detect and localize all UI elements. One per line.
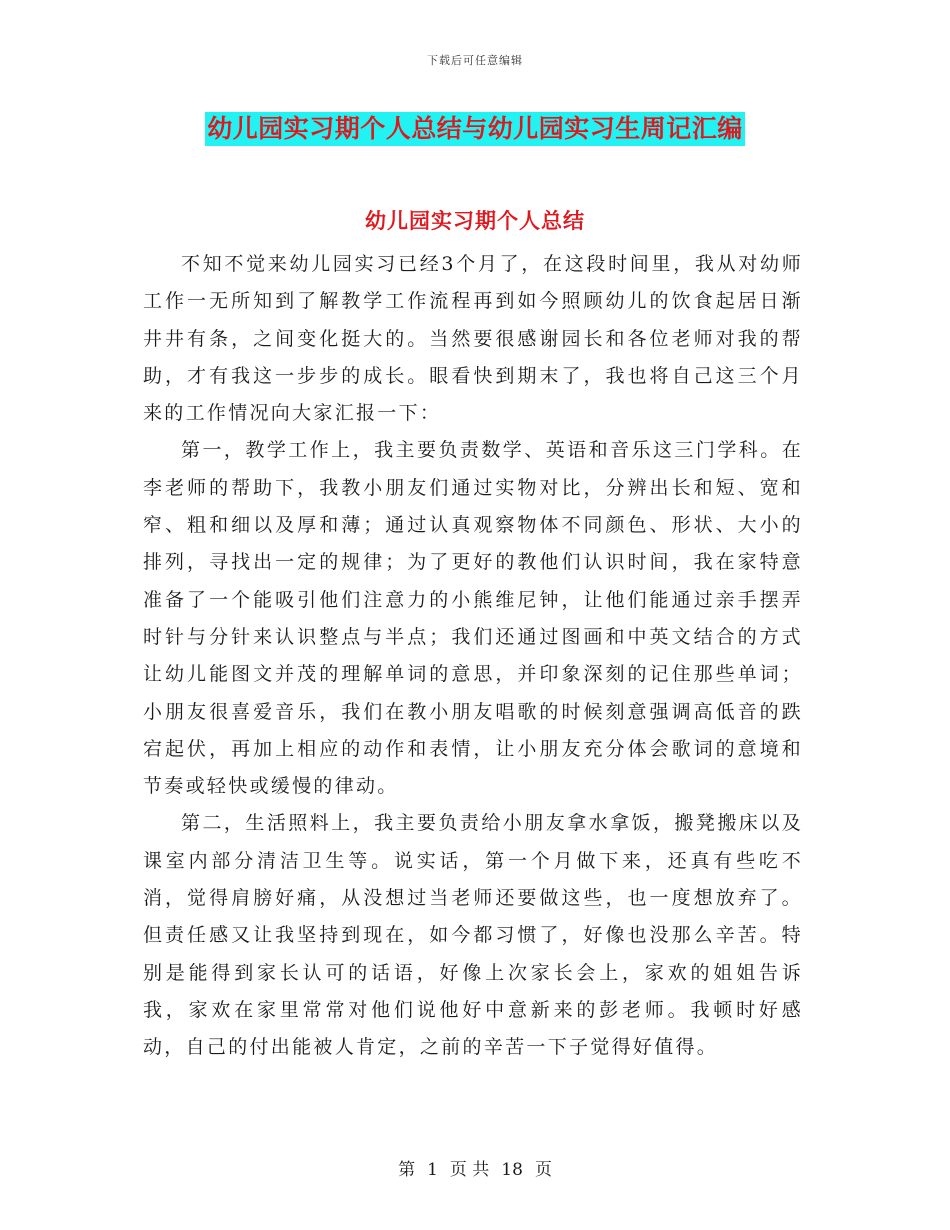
- paragraph: 第一，教学工作上，我主要负责数学、英语和音乐这三门学科。在李老师的帮助下，我教小朋友们通过实物对比，分辨出长和短、宽和窄、粗和细以及厚和薄；通过认真观察物体不同颜色、形状、大小的排列，寻找出一定的规律；为了更好的教他们认识时间，我在家特意准备了一个能吸引他们注意力的小熊维尼钟，让他们能通过亲手摆弄时针与分针来认识整点与半点；我们还通过图画和中英文结合的方式让幼儿能图文并茂的理解单词的意思，并印象深刻的记住那些单词；小朋友很喜爱音乐，我们在教小朋友唱歌的时候刻意强调高低音的跌宕起伏，再加上相应的动作和表情，让小朋友充分体会歌词的意境和节奏或轻快或缓慢的律动。: [143, 439, 803, 798]
- paragraph: 不知不觉来幼儿园实习已经3个月了，在这段时间里，我从对幼师工作一无所知到了解教学工作流程再到如今照顾幼儿的饮食起居日渐井井有条，之间变化挺大的。当然要很感谢园长和各位老师对我的帮助，才有我这一步步的成长。眼看快到期末了，我也将自己这三个月来的工作情况向大家汇报一下：: [143, 253, 803, 425]
- document-body: [143, 246, 803, 1067]
- page-footer: [0, 1155, 950, 1180]
- section-title: 幼儿园实习期个人总结: [365, 208, 585, 233]
- page-mid: 页 共: [449, 1160, 490, 1180]
- page-prefix: 第: [398, 1160, 416, 1180]
- document-title-container: [0, 112, 950, 146]
- document-title: 幼儿园实习期个人总结与幼儿园实习生周记汇编: [205, 112, 745, 146]
- page-number-total: 18: [501, 1160, 523, 1180]
- paragraph: 第二，生活照料上，我主要负责给小朋友拿水拿饭，搬凳搬床以及课室内部分清洁卫生等。说实话，第一个月做下来，还真有些吃不消，觉得肩膀好痛，从没想过当老师还要做这些，也一度想放弃了。但责任感又让我坚持到现在，如今都习惯了，好像也没那么辛苦。特别是能得到家长认可的话语，好像上次家长会上，家欢的姐姐告诉我，家欢在家里常常对他们说他好中意新来的彭老师。我顿时好感动，自己的付出能被人肯定，之前的辛苦一下子觉得好值得。: [143, 812, 803, 1059]
- page-number-current: 1: [427, 1160, 438, 1180]
- page-suffix: 页: [534, 1160, 552, 1180]
- page-header-note: 下载后可任意编辑: [427, 54, 523, 67]
